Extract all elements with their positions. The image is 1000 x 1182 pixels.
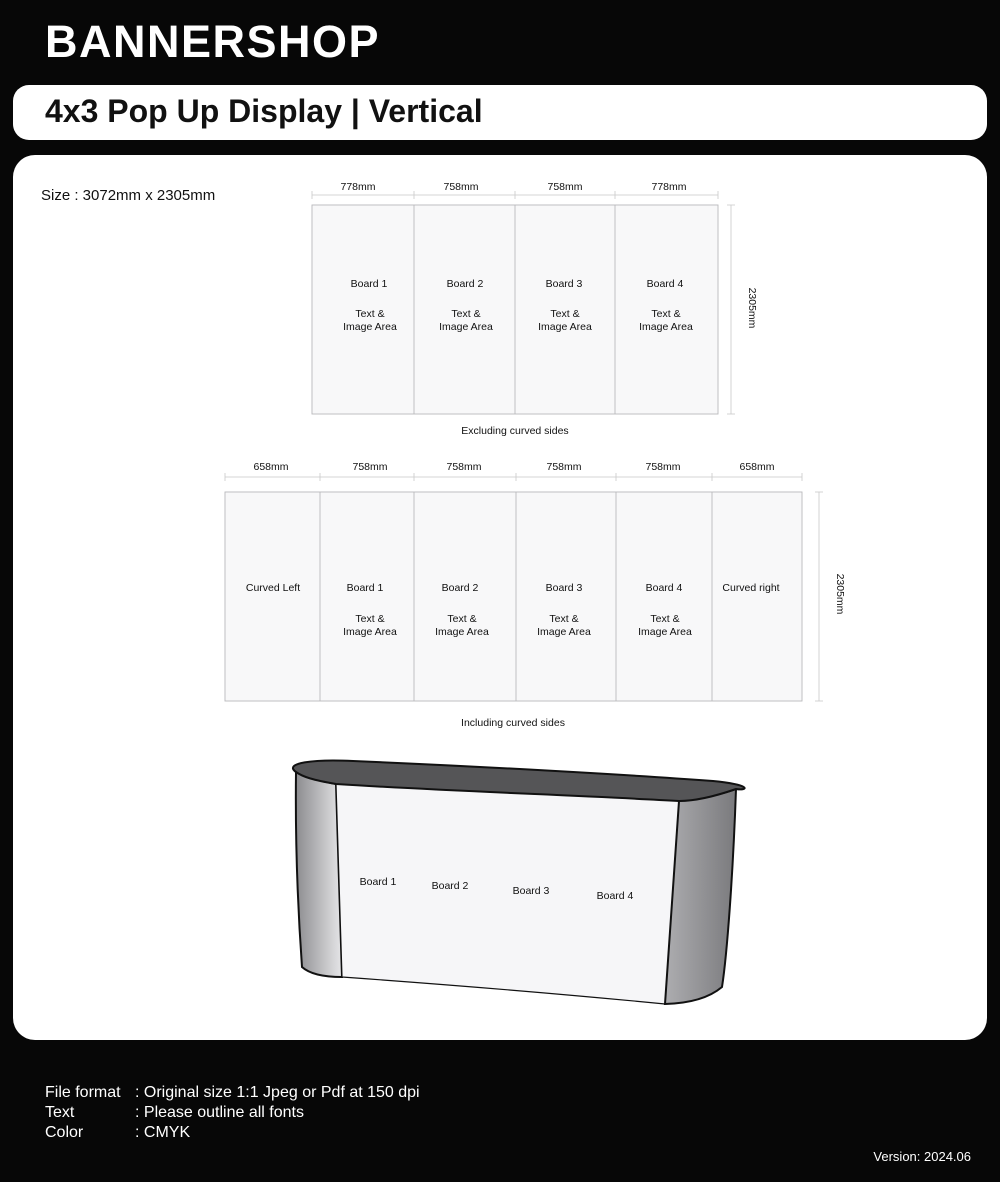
requirement-key: Color: [45, 1124, 84, 1141]
panel-area-line: Text &: [549, 613, 579, 625]
board-frame: [225, 492, 802, 701]
board-name: Board 2: [446, 278, 484, 290]
panel-name: Board 2: [441, 582, 479, 594]
width-label: 658mm: [739, 461, 775, 473]
board-area-line: Text &: [451, 308, 481, 320]
width-label: 758mm: [446, 461, 482, 473]
board-area-line: Text &: [355, 308, 385, 320]
render-board-label: Board 4: [596, 890, 634, 902]
board-name: Board 4: [646, 278, 684, 290]
panel-name: Curved right: [722, 582, 780, 594]
panel-area-line: Text &: [447, 613, 477, 625]
diagram-including: [225, 461, 846, 729]
requirement-row: [45, 1083, 420, 1103]
page-title: 4x3 Pop Up Display | Vertical: [45, 93, 483, 129]
width-label: 758mm: [546, 461, 582, 473]
board-area-line: Image Area: [538, 321, 592, 333]
panel-area-line: Text &: [355, 613, 385, 625]
panel-name: Curved Left: [245, 582, 301, 594]
panel-name: Board 1: [346, 582, 384, 594]
board-area-line: Image Area: [343, 321, 397, 333]
panel-area-line: Image Area: [537, 626, 591, 638]
version-label: Version: 2024.06: [873, 1149, 971, 1164]
board-name: Board 3: [545, 278, 583, 290]
render-board-label: Board 2: [431, 880, 469, 892]
panel-area-line: Image Area: [638, 626, 692, 638]
board-area-line: Image Area: [439, 321, 493, 333]
board-area-line: Image Area: [639, 321, 693, 333]
brand-logo: BANNERSHOP: [45, 16, 381, 67]
curved-left-side: [296, 772, 342, 977]
requirement-value: : CMYK: [135, 1124, 191, 1141]
diagram-caption: Including curved sides: [461, 717, 565, 729]
height-label: 2305mm: [834, 573, 846, 615]
size-label: Size : 3072mm x 2305mm: [41, 187, 216, 204]
panel-area-line: Text &: [650, 613, 680, 625]
board-area-line: Text &: [550, 308, 580, 320]
file-requirements: [45, 1083, 420, 1143]
diagram-caption: Excluding curved sides: [461, 425, 569, 437]
requirement-key: Text: [45, 1104, 75, 1121]
display-3d-render: [293, 760, 745, 1004]
requirement-value: : Original size 1:1 Jpeg or Pdf at 150 dpi: [135, 1084, 420, 1101]
diagram-panel: [13, 155, 987, 1040]
width-label: 758mm: [443, 181, 479, 193]
width-label: 778mm: [340, 181, 376, 193]
width-label: 658mm: [253, 461, 289, 473]
diagram-excluding: [312, 181, 758, 437]
width-label: 758mm: [547, 181, 583, 193]
render-board-label: Board 1: [359, 876, 397, 888]
panel-name: Board 3: [545, 582, 583, 594]
diagram-canvas: [13, 155, 987, 1040]
board-name: Board 1: [350, 278, 388, 290]
requirement-key: File format: [45, 1084, 121, 1101]
width-label: 758mm: [352, 461, 388, 473]
requirement-row: [45, 1123, 420, 1143]
requirement-value: : Please outline all fonts: [135, 1104, 304, 1121]
width-label: 778mm: [651, 181, 687, 193]
panel-area-line: Image Area: [435, 626, 489, 638]
width-label: 758mm: [645, 461, 681, 473]
render-board-label: Board 3: [512, 885, 550, 897]
panel-name: Board 4: [645, 582, 683, 594]
panel-area-line: Image Area: [343, 626, 397, 638]
title-bar: [13, 85, 987, 140]
requirement-row: [45, 1103, 420, 1123]
board-area-line: Text &: [651, 308, 681, 320]
height-label: 2305mm: [746, 287, 758, 329]
